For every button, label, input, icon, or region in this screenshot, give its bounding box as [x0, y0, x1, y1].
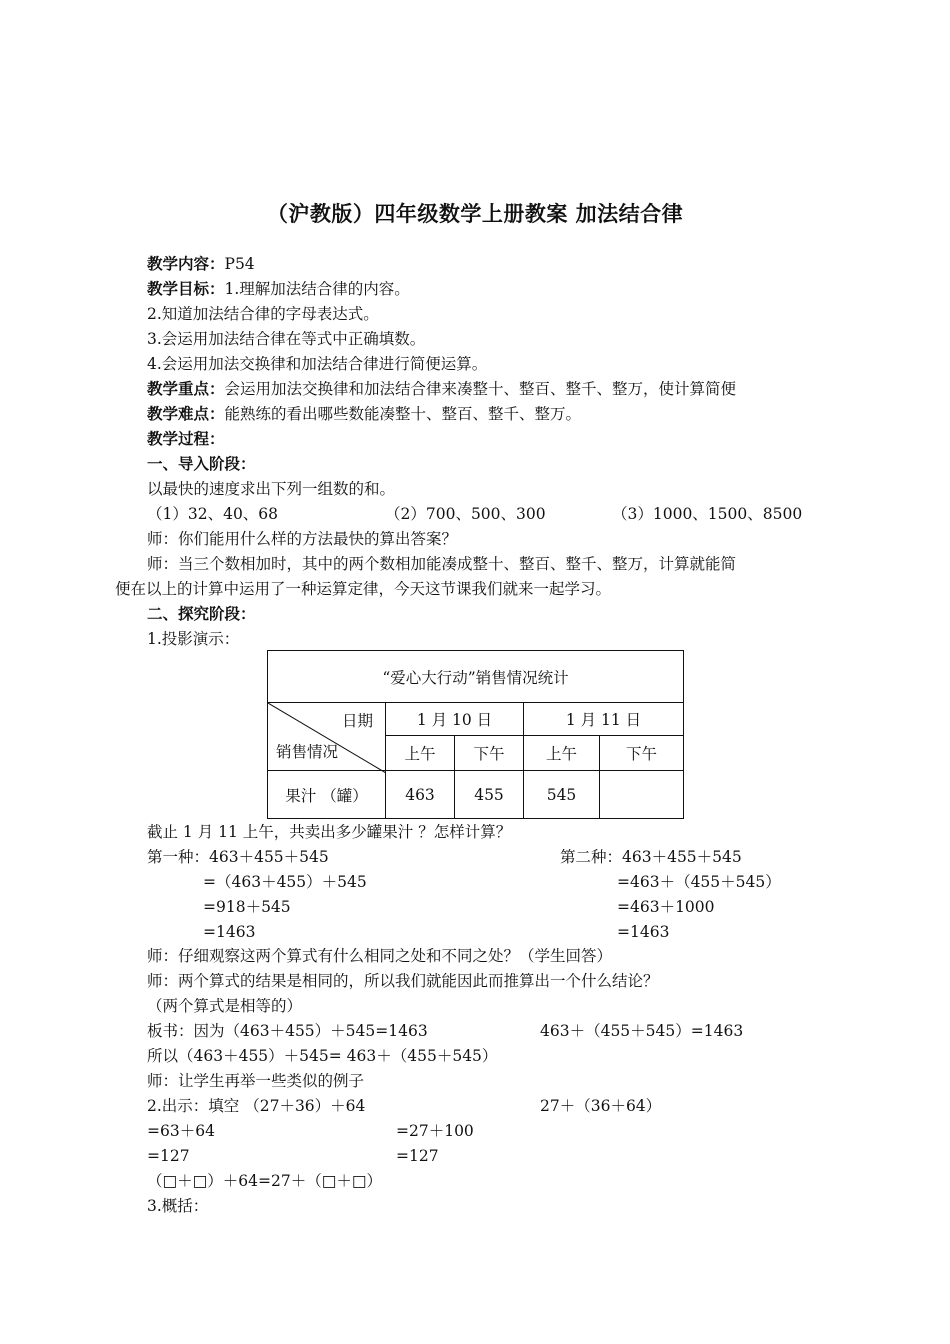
content-text: P54: [224, 255, 255, 273]
difficulty-line: [147, 404, 581, 424]
key-point-label: 教学重点：: [147, 380, 225, 398]
date-header-2: 1 月 11 日: [524, 703, 684, 736]
table-corner-cell: [268, 703, 386, 771]
fill-line-2: 27＋（36＋64）: [540, 1097, 662, 1115]
process-label: 教学过程：: [147, 430, 225, 448]
goal-item-3: 3.会运用加法结合律在等式中正确填数。: [147, 330, 426, 348]
teacher-line-2a: 师：当三个数相加时，其中的两个数相加能凑成整十、整百、整千、整万，计算就能简: [147, 555, 737, 573]
sales-table: [267, 650, 684, 819]
demo-label: 1.投影演示：: [147, 630, 240, 648]
summary-label: 3.概括：: [147, 1197, 209, 1215]
fill-line-5: =127: [147, 1147, 190, 1165]
method1-line2: =（463＋455）＋545: [203, 873, 367, 891]
goals-line: [147, 279, 410, 299]
method1-line3: =918＋545: [203, 898, 291, 916]
fill-line-4: =27＋100: [396, 1122, 474, 1140]
table-cell: 463: [386, 771, 455, 819]
board-line-3: 所以（463＋455）＋545= 463＋（455＋545）: [147, 1047, 498, 1065]
exercise-2: （2）700、500、300: [385, 505, 546, 523]
method2-line4: =1463: [617, 923, 670, 941]
section1-heading: 一、导入阶段：: [147, 455, 256, 473]
pm-header-1: 下午: [455, 736, 524, 771]
key-point-text: 会运用加法交换律和加法结合律来凑整十、整百、整千、整万，使计算简便: [224, 380, 737, 398]
method2-line2: =463＋（455＋545）: [617, 873, 781, 891]
fill-line-1: 2.出示：填空 （27＋36）＋64: [147, 1097, 366, 1115]
teacher-line-3: 师：仔细观察这两个算式有什么相同之处和不同之处？（学生回答）: [147, 947, 613, 965]
content-line: [147, 254, 255, 274]
date-header-1: 1 月 10 日: [386, 703, 524, 736]
board-line-2: 463＋（455＋545）=1463: [540, 1022, 744, 1040]
pm-header-2: 下午: [600, 736, 684, 771]
exercise-1: （1）32、40、68: [147, 505, 279, 523]
teacher-line-4: 师：两个算式的结果是相同的，所以我们就能因此而推算出一个什么结论？: [147, 972, 659, 990]
goals-label: 教学目标：: [147, 280, 225, 298]
teacher-line-6: 师：让学生再举一些类似的例子: [147, 1072, 365, 1090]
difficulty-label: 教学难点：: [147, 405, 225, 423]
table-cell: 455: [455, 771, 524, 819]
teacher-line-5: （两个算式是相等的）: [147, 997, 303, 1015]
goal-item-1: 1.理解加法结合律的内容。: [224, 280, 410, 298]
method2-line3: =463＋1000: [617, 898, 715, 916]
fill-line-7: （□＋□）＋64=27＋（□＋□）: [147, 1172, 383, 1190]
teacher-line-1: 师：你们能用什么样的方法最快的算出答案？: [147, 530, 458, 548]
fill-line-6: =127: [396, 1147, 439, 1165]
am-header-1: 上午: [386, 736, 455, 771]
row-label-juice: 果汁 （罐）: [268, 771, 386, 819]
content-label: 教学内容：: [147, 255, 225, 273]
corner-date-label: 日期: [341, 712, 373, 730]
method1-line1: 第一种：463＋455＋545: [147, 848, 329, 866]
board-line-1: 板书：因为（463＋455）＋545=1463: [147, 1022, 428, 1040]
section1-intro: 以最快的速度求出下列一组数的和。: [147, 480, 396, 498]
table-cell: [600, 771, 684, 819]
fill-line-3: =63＋64: [147, 1122, 215, 1140]
section2-heading: 二、探究阶段：: [147, 605, 256, 623]
corner-sales-label: 销售情况: [276, 743, 339, 761]
goal-item-4: 4.会运用加法交换律和加法结合律进行简便运算。: [147, 355, 488, 373]
exercise-3: （3）1000、1500、8500: [612, 505, 803, 523]
table-caption: “爱心大行动”销售情况统计: [268, 651, 684, 703]
difficulty-text: 能熟练的看出哪些数能凑整十、整百、整千、整万。: [224, 405, 582, 423]
page-title: （沪教版）四年级数学上册教案 加法结合律: [266, 202, 684, 226]
method2-line1: 第二种：463＋455＋545: [560, 848, 742, 866]
goal-item-2: 2.知道加法结合律的字母表达式。: [147, 305, 379, 323]
teacher-line-2b: 便在以上的计算中运用了一种运算定律，今天这节课我们就来一起学习。: [115, 580, 612, 598]
question-line: 截止 1 月 11 上午，共卖出多少罐果汁 ？怎样计算？: [147, 823, 512, 841]
table-cell: 545: [524, 771, 600, 819]
key-point-line: [147, 379, 736, 399]
am-header-2: 上午: [524, 736, 600, 771]
method1-line4: =1463: [203, 923, 256, 941]
